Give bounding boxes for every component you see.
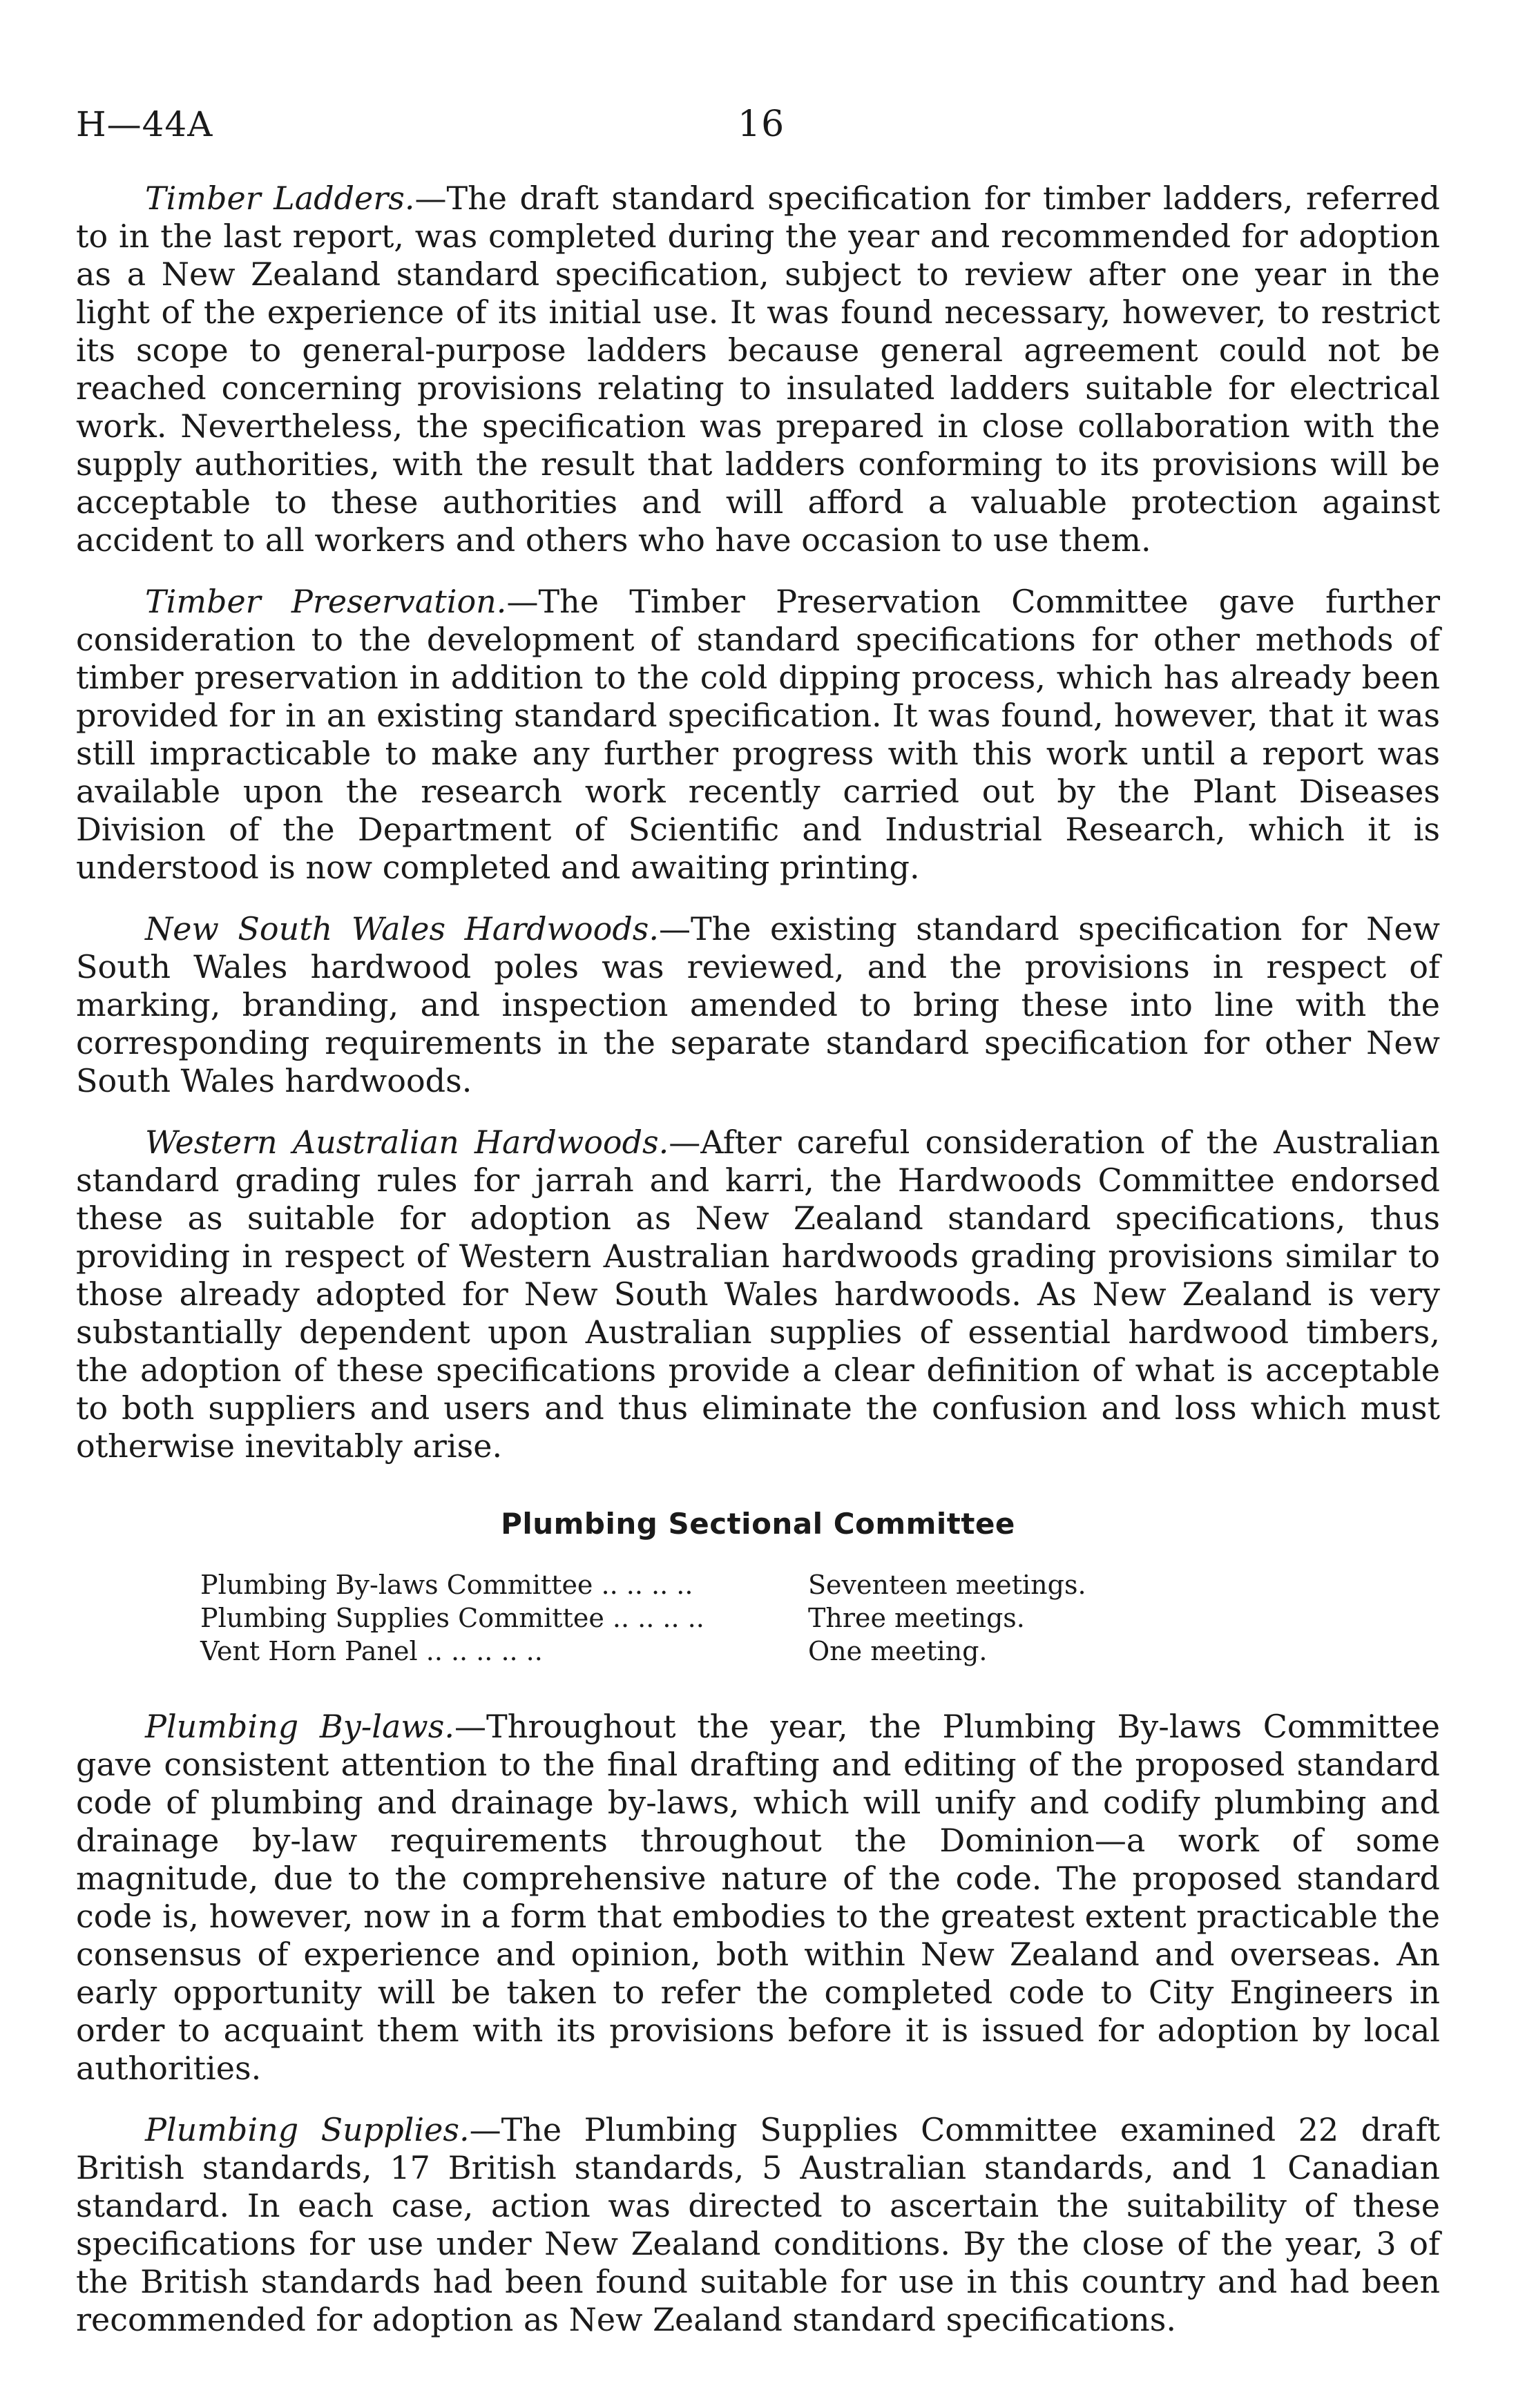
document-page — [76, 104, 1440, 2362]
table-row — [200, 1601, 1086, 1635]
document-reference: H—44A — [76, 104, 213, 144]
page-header — [76, 104, 1440, 180]
leader-dots: .. .. .. .. — [612, 1603, 704, 1633]
meetings-count: Seventeen meetings. — [808, 1570, 1086, 1600]
paragraph-wa-hardwoods — [76, 1124, 1440, 1465]
committee-cell — [200, 1601, 808, 1635]
paragraph-body: —Throughout the year, the Plumbing By-laws Committee gave consistent attention to the final drafting and editing of the proposed standard code of plumbing and drainage by-laws, which will unify and codify plumbing and drainage by-law requirements throughout the Dominion—a work of some magnitude, due to the comprehensive nature of the code. The proposed standard code is, however, now in a form that embodies to the greatest extent practicable the consensus of experience and opinion, both within New Zealand and overseas. An early opportunity will be taken to refer the completed code to City Engineers in order to acquaint them with its provisions before it is issued for adoption by local authorities. — [76, 1708, 1440, 2087]
paragraph-heading: Timber Preservation. — [145, 583, 507, 620]
committee-name: Plumbing By-laws Committee — [200, 1570, 593, 1600]
paragraph-heading: Plumbing Supplies. — [145, 2111, 470, 2148]
paragraph-body: —After careful consideration of the Australian standard grading rules for jarrah and karri, the Hardwoods Committee endorsed these as suitable for adoption as New Zealand standard specifications, thus providing in respect of Western Australian hardwoods grading provisions similar to those already adopted for New South Wales hardwoods. As New Zealand is very substantially dependent upon Australian supplies of essential hardwood timbers, the adoption of these specifications provide a clear definition of what is acceptable to both suppliers and users and thus eliminate the confusion and loss which must otherwise inevitably arise. — [76, 1124, 1440, 1465]
page-number: 16 — [738, 104, 785, 145]
table-row — [200, 1635, 1086, 1668]
leader-dots: .. .. .. .. .. — [425, 1636, 543, 1666]
committee-name: Plumbing Supplies Committee — [200, 1603, 604, 1633]
committee-cell — [200, 1568, 808, 1601]
section-title: Plumbing Sectional Committee — [501, 1507, 1015, 1541]
paragraph-body: —The existing standard specification for New South Wales hardwood poles was reviewed, and the provisions in respect of marking, branding, and inspection amended to bring these into line with the corresponding requirements in the separate standard specification for other New South Wales hardwoods. — [76, 910, 1440, 1099]
leader-dots: .. .. .. .. — [601, 1570, 693, 1600]
paragraph-body: —The draft standard specification for timber ladders, referred to in the last report, was completed during the year and recommended for adoption as a New Zealand standard specification, subject to review after one year in the light of the experience of its initial use. It was found necessary, however, to restrict its scope to general-purpose ladders because general agreement could not be reached concerning provisions relating to insulated ladders suitable for electrical work. Nevertheless, the specification was prepared in close collaboration with the supply authorities, with the result that ladders conforming to its provisions will be acceptable to these authorities and will afford a valuable protection against accident to all workers and others who have occasion to use them. — [76, 180, 1440, 559]
meetings-count: Three meetings. — [808, 1603, 1025, 1633]
meetings-count: One meeting. — [808, 1636, 988, 1666]
paragraph-plumbing-supplies — [76, 2111, 1440, 2339]
paragraph-nsw-hardwoods — [76, 910, 1440, 1100]
paragraph-timber-ladders — [76, 180, 1440, 559]
paragraph-plumbing-bylaws — [76, 1708, 1440, 2088]
paragraph-body: —The Plumbing Supplies Committee examined 22 draft British standards, 17 British standards, 5 Australian standards, and 1 Canadian standard. In each case, action was directed to ascertain the suitability of these specifications for use under New Zealand conditions. By the close of the year, 3 of the British standards had been found suitable for use in this country and had been recommended for adoption as New Zealand standard specifications. — [76, 2111, 1440, 2338]
paragraph-timber-preservation — [76, 583, 1440, 887]
committee-meetings-table — [200, 1568, 1086, 1668]
paragraph-heading: Timber Ladders. — [145, 180, 415, 217]
paragraph-body: —The Timber Preservation Committee gave further consideration to the development of standard specifications for other methods of timber preservation in addition to the cold dipping process, which has already been provided for in an existing standard specification. It was found, however, that it was still impracticable to make any further progress with this work until a report was available upon the research work recently carried out by the Plant Diseases Division of the Department of Scientific and Industrial Research, which it is understood is now completed and awaiting printing. — [76, 583, 1440, 886]
paragraph-heading: Plumbing By-laws. — [145, 1708, 455, 1745]
committee-cell — [200, 1635, 808, 1668]
committee-name: Vent Horn Panel — [200, 1636, 418, 1666]
paragraph-heading: New South Wales Hardwoods. — [145, 910, 659, 947]
table-row — [200, 1568, 1086, 1601]
paragraph-heading: Western Australian Hardwoods. — [145, 1124, 669, 1161]
